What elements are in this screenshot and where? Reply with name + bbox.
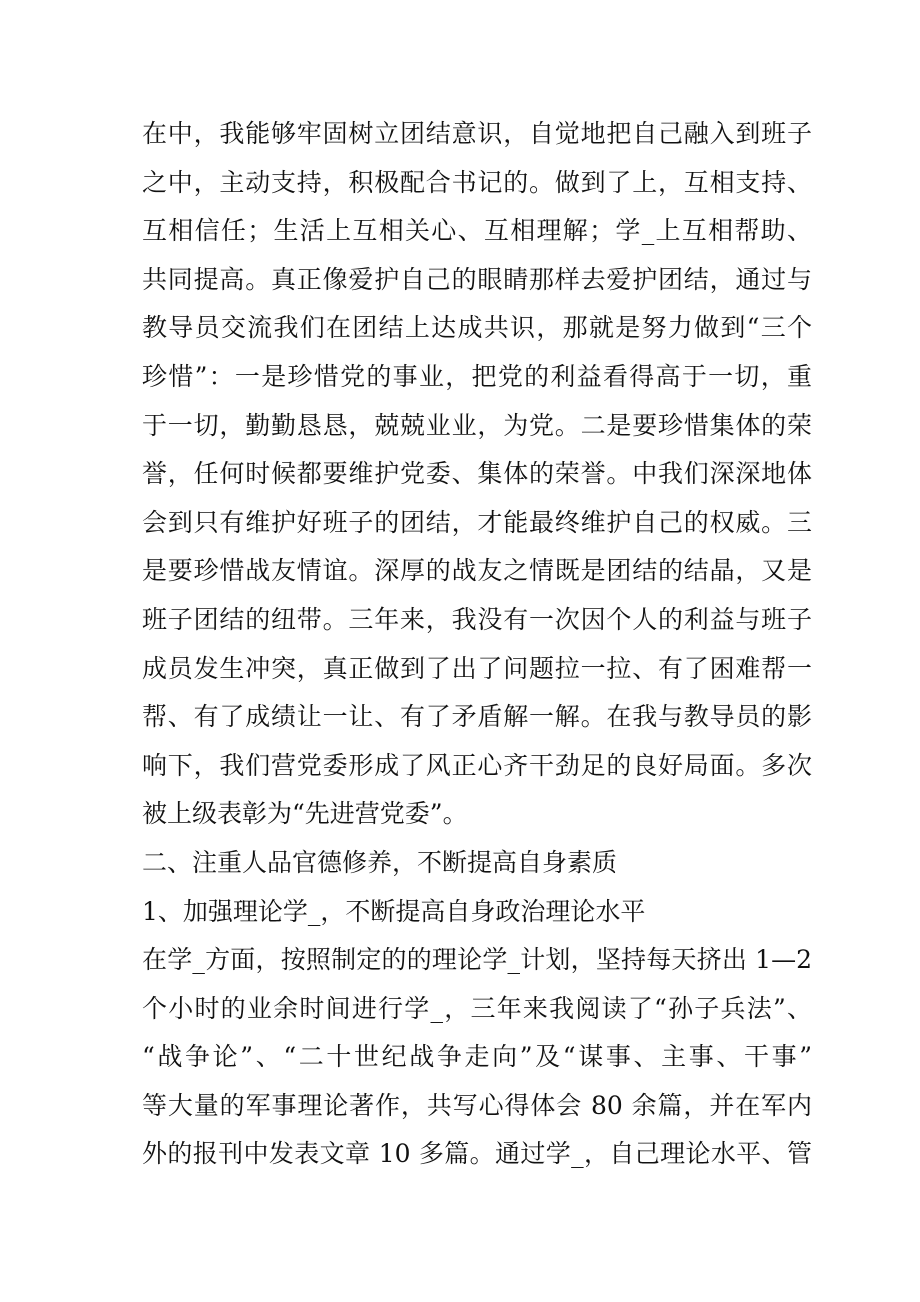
text-line: 珍惜”：一是珍惜党的事业，把党的利益看得高于一切，重 [142,361,812,391]
text-line: 在中，我能够牢固树立团结意识，自觉地把自己融入到班子 [142,119,812,148]
text-line: 会到只有维护好班子的团结，才能最终维护自己的权威。三 [142,507,812,537]
text-line: 誉，任何时候都要维护党委、集体的荣誉。中我们深深地体 [142,459,812,489]
text-line: 二、注重人品官德修养，不断提高自身素质 [142,847,618,877]
text-line: 在学_方面，按照制定的的理论学_计划，坚持每天挤出 1—2 [142,945,812,975]
text-line: 帮、有了成绩让一让、有了矛盾解一解。在我与教导员的影 [142,702,812,732]
text-line: 教导员交流我们在团结上达成共识，那就是努力做到“三个 [142,313,812,343]
text-line: “战争论”、“二十世纪战争走向”及“谋事、主事、干事” [142,1042,812,1072]
text-line: 于一切，勤勤恳恳，兢兢业业，为党。二是要珍惜集体的荣 [142,410,812,440]
text-line: 之中，主动支持，积极配合书记的。做到了上，互相支持、 [142,167,812,197]
text-line: 响下，我们营党委形成了风正心齐干劲足的良好局面。多次 [142,750,812,780]
text-line: 互相信任；生活上互相关心、互相理解；学_上互相帮助、 [142,216,812,246]
text-line: 外的报刊中发表文章 10 多篇。通过学_，自己理论水平、管 [142,1139,812,1169]
text-line: 班子团结的纽带。三年来，我没有一次因个人的利益与班子 [142,604,812,634]
text-line: 是要珍惜战友情谊。深厚的战友之情既是团结的结晶，又是 [142,556,812,586]
text-line: 1、加强理论学_，不断提高自身政治理论水平 [142,896,646,926]
body-text [142,110,812,1179]
text-line: 被上级表彰为“先进营党委”。 [142,799,468,829]
text-line: 等大量的军事理论著作，共写心得体会 80 余篇，并在军内 [142,1090,812,1120]
text-line: 成员发生冲突，真正做到了出了问题拉一拉、有了困难帮一 [142,653,812,683]
text-line: 个小时的业余时间进行学_，三年来我阅读了“孙子兵法”、 [142,993,812,1023]
text-line: 共同提高。真正像爱护自己的眼睛那样去爱护团结，通过与 [142,264,812,294]
